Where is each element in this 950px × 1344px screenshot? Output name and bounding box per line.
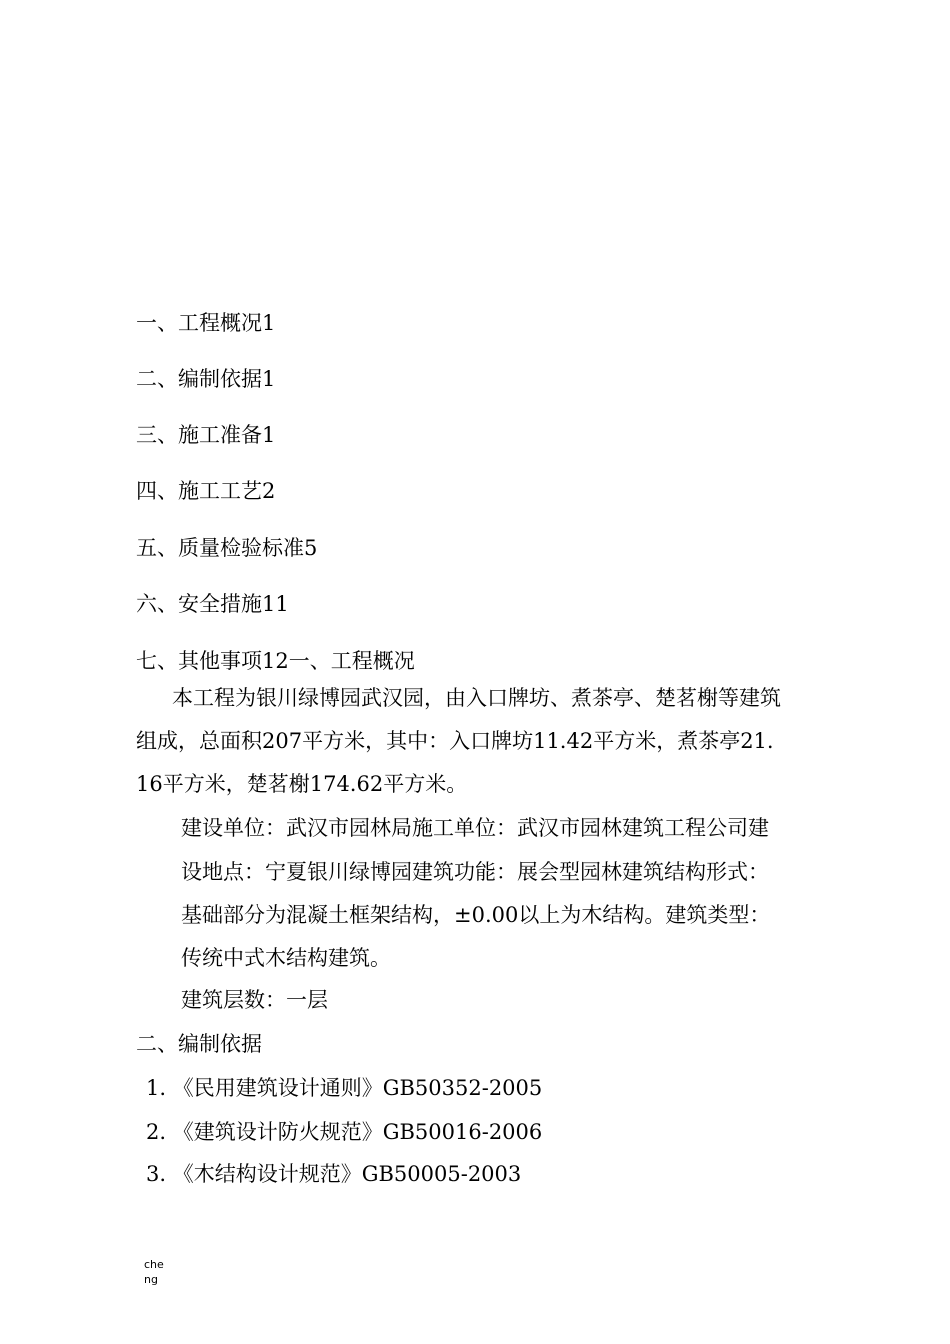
toc-item-1: 一、工程概况1 [136, 311, 276, 335]
toc-item-3: 三、施工准备1 [136, 423, 276, 447]
toc-item-5: 五、质量检验标准5 [136, 536, 318, 560]
section2-heading: 二、编制依据 [136, 1032, 262, 1056]
info-line-2: 设地点：宁夏银川绿博园建筑功能：展会型园林建筑结构形式： [181, 860, 769, 884]
toc-item-4: 四、施工工艺2 [136, 479, 276, 503]
reference-item-2: 2. 《建筑设计防火规范》GB50016-2006 [146, 1120, 543, 1144]
toc-item-7: 七、其他事项12一、工程概况 [136, 649, 415, 673]
footer-text-2: ng [144, 1273, 158, 1286]
reference-item-3: 3. 《木结构设计规范》GB50005-2003 [146, 1162, 522, 1186]
info-line-4: 传统中式木结构建筑。 [181, 946, 391, 970]
overview-line-3: 16平方米，楚茗榭174.62平方米。 [136, 772, 468, 796]
info-line-5: 建筑层数：一层 [181, 988, 328, 1012]
info-line-3: 基础部分为混凝土框架结构，±0.00以上为木结构。建筑类型： [181, 903, 771, 927]
info-line-1: 建设单位：武汉市园林局施工单位：武汉市园林建筑工程公司建 [181, 816, 769, 840]
overview-line-2: 组成，总面积207平方米，其中：入口牌坊11.42平方米，煮茶亭21. [136, 729, 774, 753]
toc-item-2: 二、编制依据1 [136, 367, 276, 391]
toc-item-6: 六、安全措施11 [136, 592, 289, 616]
overview-line-1: 本工程为银川绿博园武汉园，由入口牌坊、煮茶亭、楚茗榭等建筑 [172, 686, 781, 710]
footer-text-1: che [144, 1258, 164, 1271]
reference-item-1: 1. 《民用建筑设计通则》GB50352-2005 [146, 1076, 543, 1100]
